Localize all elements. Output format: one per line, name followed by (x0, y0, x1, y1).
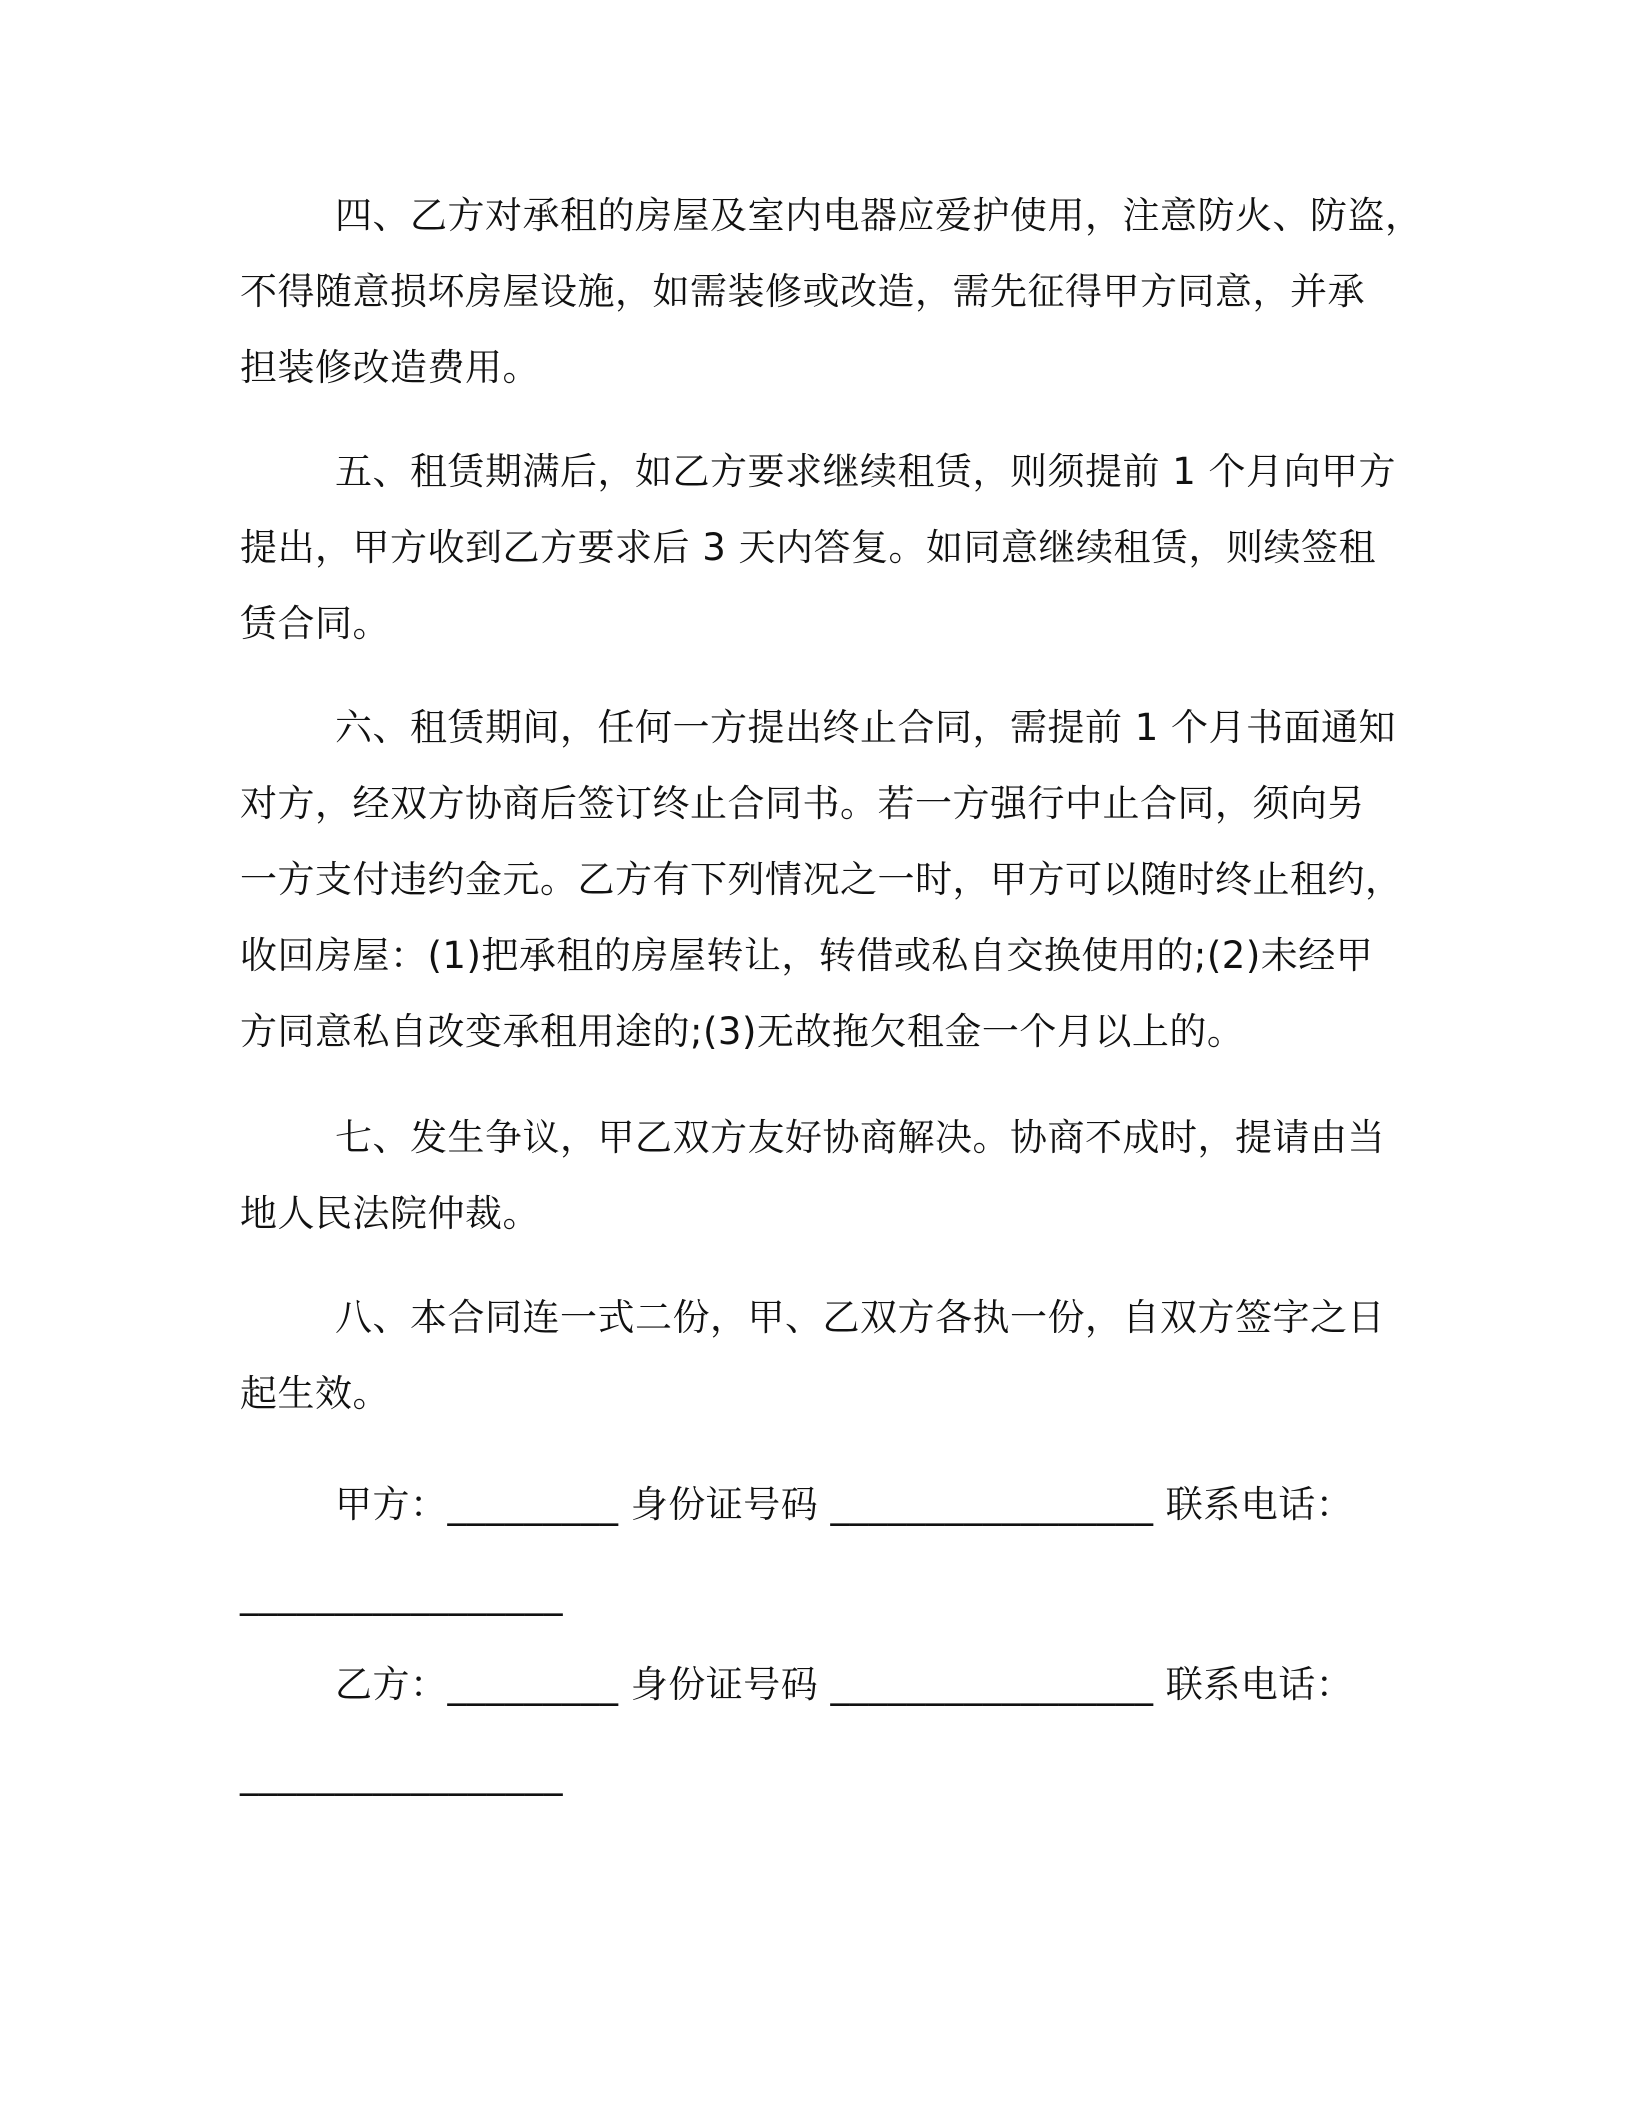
clause-five-line-1: 五、租赁期满后，如乙方要求继续租赁，则须提前 1 个月向甲方 (335, 450, 1397, 493)
party-a-line-1: 甲方：_________ 身份证号码 _________________ 联系电话： (335, 1483, 1354, 1526)
clause-four-line-3: 担装修改造费用。 (240, 346, 540, 389)
clause-four (240, 178, 1423, 406)
clause-seven-line-1: 七、发生争议，甲乙双方友好协商解决。协商不成时，提请由当 (335, 1116, 1385, 1159)
party-a-line-2: _________________ (240, 1573, 563, 1616)
clause-six-line-4: 收回房屋：(1)把承租的房屋转让，转借或私自交换使用的;(2)未经甲 (240, 934, 1374, 977)
clause-seven (240, 1100, 1410, 1252)
clause-eight (240, 1280, 1410, 1432)
clause-six-line-2: 对方，经双方协商后签订终止合同书。若一方强行中止合同，须向另 (240, 782, 1365, 825)
clause-five (240, 434, 1410, 662)
clause-five-line-2: 提出，甲方收到乙方要求后 3 天内答复。如同意继续租赁，则续签租 (240, 526, 1377, 569)
party-a-signature (240, 1460, 1410, 1640)
clause-seven-line-2: 地人民法院仲裁。 (240, 1192, 540, 1235)
clause-five-line-3: 赁合同。 (240, 602, 390, 645)
clause-four-line-2: 不得随意损坏房屋设施，如需装修或改造，需先征得甲方同意，并承 (240, 270, 1365, 313)
clause-four-line-1: 四、乙方对承租的房屋及室内电器应爱护使用，注意防火、防盗， (335, 194, 1423, 237)
clause-six (240, 690, 1410, 1070)
clause-six-line-5: 方同意私自改变承租用途的;(3)无故拖欠租金一个月以上的。 (240, 1010, 1245, 1053)
party-b-line-1: 乙方：_________ 身份证号码 _________________ 联系电话： (335, 1663, 1354, 1706)
party-b-line-2: _________________ (240, 1753, 563, 1796)
clause-six-line-3: 一方支付违约金元。乙方有下列情况之一时，甲方可以随时终止租约， (240, 858, 1403, 901)
clause-eight-line-1: 八、本合同连一式二份，甲、乙双方各执一份，自双方签字之日 (335, 1296, 1385, 1339)
clause-eight-line-2: 起生效。 (240, 1372, 390, 1415)
clause-six-line-1: 六、租赁期间，任何一方提出终止合同，需提前 1 个月书面通知 (335, 706, 1397, 749)
party-b-signature (240, 1640, 1410, 1820)
